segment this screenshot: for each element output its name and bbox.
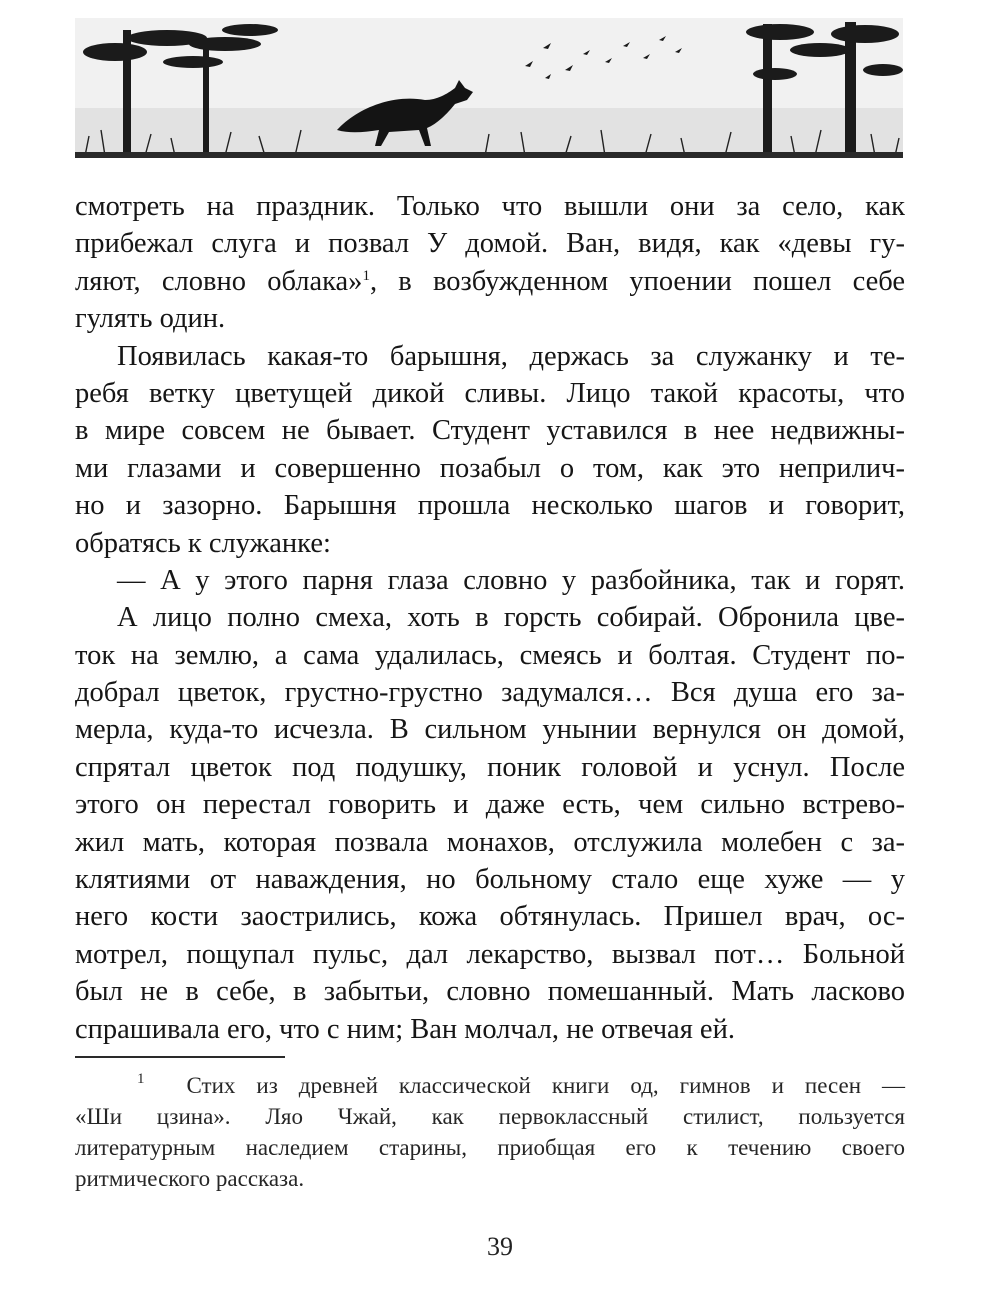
- text-line: ток на землю, а сама удалилась, смеясь и болтая. Студент по-: [75, 639, 905, 671]
- footnote-ref: 1: [362, 267, 370, 284]
- text-line: — А у этого парня глаза словно у разбойника, так и горят.: [117, 564, 905, 596]
- page-number: 39: [487, 1232, 513, 1261]
- text-line: мерла, куда-то исчезла. В сильном унынии вернулся он домой,: [75, 714, 905, 746]
- text-line: ми глазами и совершенно позабыл о том, как это неприлич-: [75, 452, 905, 484]
- header-illustration: [75, 18, 903, 158]
- text-line: смотреть на праздник. Только что вышли они за село, как: [75, 191, 905, 222]
- text-line: жил мать, которая позвала монахов, отслужила молебен с за-: [75, 826, 905, 858]
- text-line: мотрел, пощупал пульс, дал лекарство, вызвал пот… Больной: [75, 938, 905, 970]
- text-line: но и зазорно. Барышня прошла несколько шагов и говорит,: [75, 490, 905, 522]
- footnote-divider: [75, 1056, 285, 1058]
- text-line: него кости заострились, кожа обтянулась. Пришел врач, ос-: [75, 901, 905, 933]
- text-line: гулять один.: [75, 303, 226, 335]
- text-line: спрятал цветок под подушку, поник головой и уснул. После: [75, 751, 905, 783]
- footnote-line: литературным наследием старины, приобщая его к течению своего: [75, 1135, 905, 1160]
- footnote: [75, 1070, 905, 1194]
- text-line: Появилась какая-то барышня, держась за служанку и те-: [117, 340, 905, 372]
- text-line: ребя ветку цветущей дикой сливы. Лицо такой красоты, что: [75, 377, 905, 409]
- text-line: спрашивала его, что с ним; Ван молчал, не отвечая ей.: [75, 1013, 735, 1045]
- text-line: клятиями от наваждения, но больному стало еще хуже — у: [75, 864, 905, 896]
- body-text: [75, 188, 905, 1048]
- footnote-line: $^1$ Стих из древней классической книги од, гимнов и песен —: [137, 1071, 906, 1098]
- footnote-marker: 1: [137, 1071, 145, 1087]
- footnote-line: ритмического рассказа.: [75, 1166, 305, 1191]
- text-line: в мире совсем не бывает. Студент уставился в нее недвижны-: [75, 415, 905, 447]
- text-line: прибежал слуга и позвал У домой. Ван, видя, как «девы гу-: [75, 228, 905, 260]
- text-line: обратясь к служанке:: [75, 527, 331, 559]
- text-line: был не в себе, в забытьи, словно помешанный. Мать ласково: [75, 976, 905, 1008]
- text-line-with-footnote-ref: ляют, словно облака»$^1$, в возбужденном упоении пошел себе: [75, 265, 905, 297]
- text-line: добрал цветок, грустно-грустно задумался… Вся душа его за-: [75, 677, 905, 709]
- text-line: этого он перестал говорить и даже есть, чем сильно встрево-: [75, 789, 905, 821]
- text-line: А лицо полно смеха, хоть в горсть собирай. Обронила цве-: [117, 602, 905, 634]
- footnote-line: «Ши цзина». Ляо Чжай, как первоклассный стилист, пользуется: [75, 1104, 905, 1129]
